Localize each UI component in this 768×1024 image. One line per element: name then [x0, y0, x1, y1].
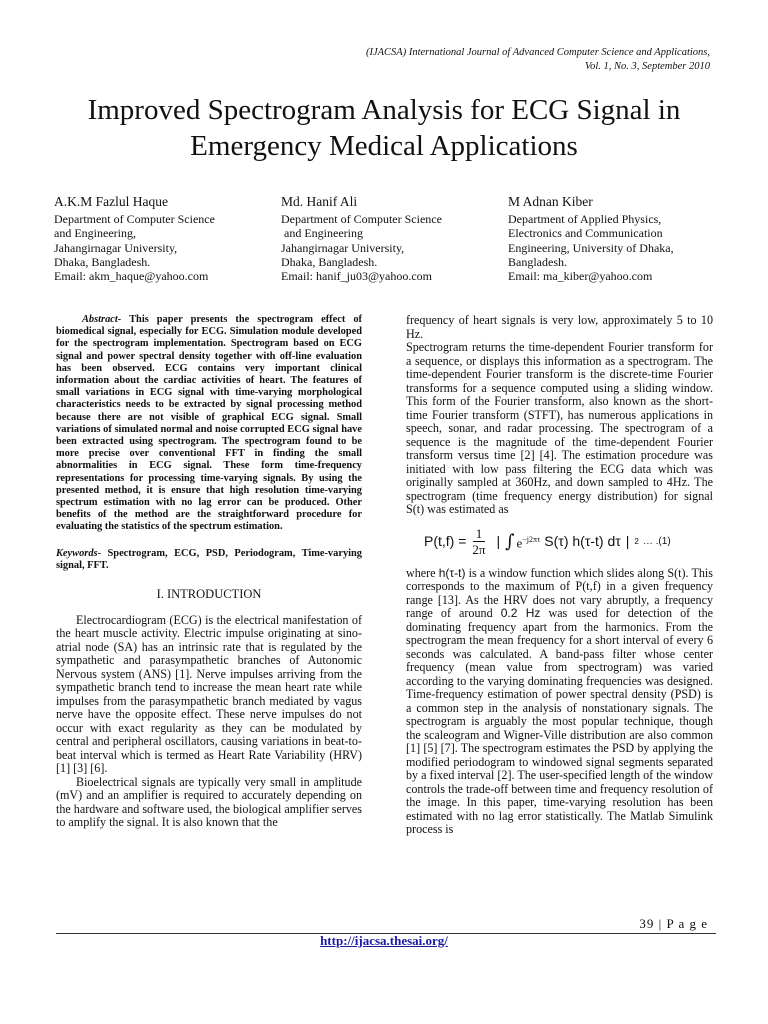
author-block-1 [54, 194, 284, 283]
right-column [406, 314, 713, 837]
author-name: M Adnan Kiber [508, 194, 593, 209]
author-block-3 [508, 194, 738, 283]
author-affiliation-line: Dhaka, Bangladesh. [54, 254, 151, 269]
author-affiliation-line: Bangladesh. [508, 254, 567, 269]
keywords-label: Keywords- [56, 547, 102, 559]
author-affiliation-line: Department of Applied Physics, [508, 212, 662, 226]
fraction-denominator: 2π [472, 542, 486, 557]
abstract [56, 314, 362, 534]
abs-bar-open: | [496, 532, 501, 549]
author-affiliation-line: Department of Computer Science [54, 212, 215, 226]
author-affiliation-line: Department of Computer Science [281, 212, 442, 226]
author-affiliation-line: Electronics and Communication [508, 226, 663, 241]
equation-1 [424, 525, 713, 559]
paper-title-line2: Emergency Medical Applications [190, 130, 578, 162]
text-run: is a window function which slides along S(t). This corresponds to the maximum of P(t,f) in a given frequency range [13]. As the HRV does not vary abruptly, a frequency range of around [406, 565, 713, 620]
keywords [56, 548, 362, 572]
left-column [56, 314, 362, 830]
fraction-numerator: 1 [473, 526, 486, 542]
integral-sign: ∫ [505, 530, 515, 552]
page-number [639, 916, 708, 932]
equation-body: S(τ) h(τ-t) dτ [544, 532, 621, 549]
page-label: | P a g e [658, 916, 708, 931]
author-affiliation-line: Jahangirnagar University, [54, 240, 178, 255]
author-block-2 [281, 194, 511, 283]
author-email: Email: hanif_ju03@yahoo.com [281, 269, 433, 284]
page-number-value: 39 [639, 916, 655, 931]
author-name: Md. Hanif Ali [281, 194, 358, 209]
equation-lhs: P(t,f) = [424, 532, 467, 549]
body-paragraph-3 [406, 567, 713, 837]
frequency-value: 0.2 Hz [500, 606, 541, 620]
window-function-symbol: h(τ-t) [438, 565, 466, 580]
equation-number: … .(1) [642, 535, 671, 547]
body-paragraph-2: Spectrogram returns the time-dependent Fourier transform for a sequence, or displays this information as a spectrogram. The time-dependent Fourier transform is the discrete-time Fourier transforms for a sequence computed using a sliding window. This form of the Fourier transform, also known as the short-time Fourier transform (STFT), has numerous applications in speech, sonar, and radar processing. The spectrogram of a sequence is the magnitude of the time-dependent Fourier transform versus time [2] [4]. The estimation procedure was initiated with low pass filtering the ECG data which was originally sampled at 360Hz, and down sampled to 4Hz. The spectrogram (time frequency energy distribution) for signal S(t) was estimated as [406, 340, 713, 516]
abs-bar-close: | [625, 532, 630, 549]
author-affiliation-line: Jahangirnagar University, [281, 240, 405, 255]
abstract-text: This paper presents the spectrogram effect of biomedical signal, especially for ECG. Simulation module developed for the spectrogram implementation. Spectrogram based on ECG signal and power spectral density together with off-line evaluation has been observed. ECG contains very important clinical information about the cardiac activities of heart. The features of small variations in ECG signal with time-varying morphological characteristics needs to be extracted by signal processing method because there are not visible of graphical ECG signal. Small variations of simulated normal and noise corrupted ECG signal have been extracted using spectrogram. The spectrogram found to be more precise over conventional FFT in finding the small abnormalities in ECG signal. These form time-frequency representations for processing time-varying signals. By using the presented method, it is ensure that high resolution time-varying spectrum estimation with no lag error can be produced. Other benefits of the method are the straightforward procedure for evaluating the statistics of the spectrum estimation. [56, 314, 362, 533]
text-run: where [406, 565, 439, 580]
equation-square: 2 [634, 536, 639, 546]
journal-header-line1: (IJACSA) International Journal of Advanced Computer Science and Applications, [365, 47, 710, 58]
keywords-text: Spectrogram, ECG, PSD, Periodogram, Time-varying signal, FFT. [56, 547, 362, 571]
body-paragraph-1: frequency of heart signals is very low, approximately 5 to 10 Hz. [406, 313, 713, 341]
exponential-term [517, 533, 541, 550]
author-affiliation-line: and Engineering, [54, 226, 136, 241]
author-affiliation-line: Engineering, University of Dhaka, [508, 240, 674, 255]
author-email: Email: akm_haque@yahoo.com [54, 269, 209, 284]
equation-fraction [472, 526, 485, 557]
journal-url-link[interactable]: http://ijacsa.thesai.org/ [320, 933, 448, 948]
abstract-label: Abstract- [82, 314, 122, 325]
author-affiliation-line: and Engineering [281, 226, 363, 241]
text-run: was used for detection of the dominating frequency apart from the harmonics. From the spectrogram the mean frequency for a short interval of every 6 seconds was calculated. A band-pass filter whose center frequency (mean value from spectrogram) was varied according to the varying dominating frequencies was designed. Time-frequency estimation of power spectral density (PSD) is a common step in the analysis of nonstationary signals. The spectrogram is arguably the most popular technique, though the scaleogram and Wigner-Ville distribution are also common [1] [5] [7]. The spectrogram estimates the PSD by applying the modified periodogram to windowed signal segments separated by a fixed interval [2]. The user-specified length of the window controls the trade-off between time and frequency resolution of the image. In this paper, time-varying resolution has been estimated with no lag error statistically. The Matlab Simulink process is [406, 606, 713, 836]
section-heading-introduction: I. INTRODUCTION [156, 587, 262, 602]
intro-paragraph-2: Bioelectrical signals are typically very small in amplitude (mV) and an amplifier is required to accurately depending on the hardware and software used, the biological amplifier serves to amplify the signal. It is also known that the [56, 774, 362, 830]
exp-power: −j2πτ [522, 535, 541, 545]
author-email: Email: ma_kiber@yahoo.com [508, 269, 653, 284]
intro-paragraph-1: Electrocardiogram (ECG) is the electrical manifestation of the heart muscle activity. Electric impulse originating at sino-atrial node (SA) has an intrinsic rate that is regulated by the sympathetic and parasympathetic branches of Autonomic Nervous system (ANS) [1]. Nerve impulses arriving from the sympathetic branch tend to increase the mean heart rate while impulses from the parasympathetic branch mediated by vagus nerve have the opposite effect. These nerve impulses do not occur with exact regularity as they can be modulated by central and peripheral oscillators, causing variations in beat-to-beat interval which is termed as Heart Rate Variability (HRV) [1] [3] [6]. [56, 612, 362, 776]
author-name: A.K.M Fazlul Haque [54, 194, 168, 209]
exp-base: e [516, 535, 523, 551]
author-affiliation-line: Dhaka, Bangladesh. [281, 254, 378, 269]
paper-title-line1: Improved Spectrogram Analysis for ECG Signal in [87, 94, 681, 126]
journal-header-line2: Vol. 1, No. 3, September 2010 [584, 61, 710, 72]
